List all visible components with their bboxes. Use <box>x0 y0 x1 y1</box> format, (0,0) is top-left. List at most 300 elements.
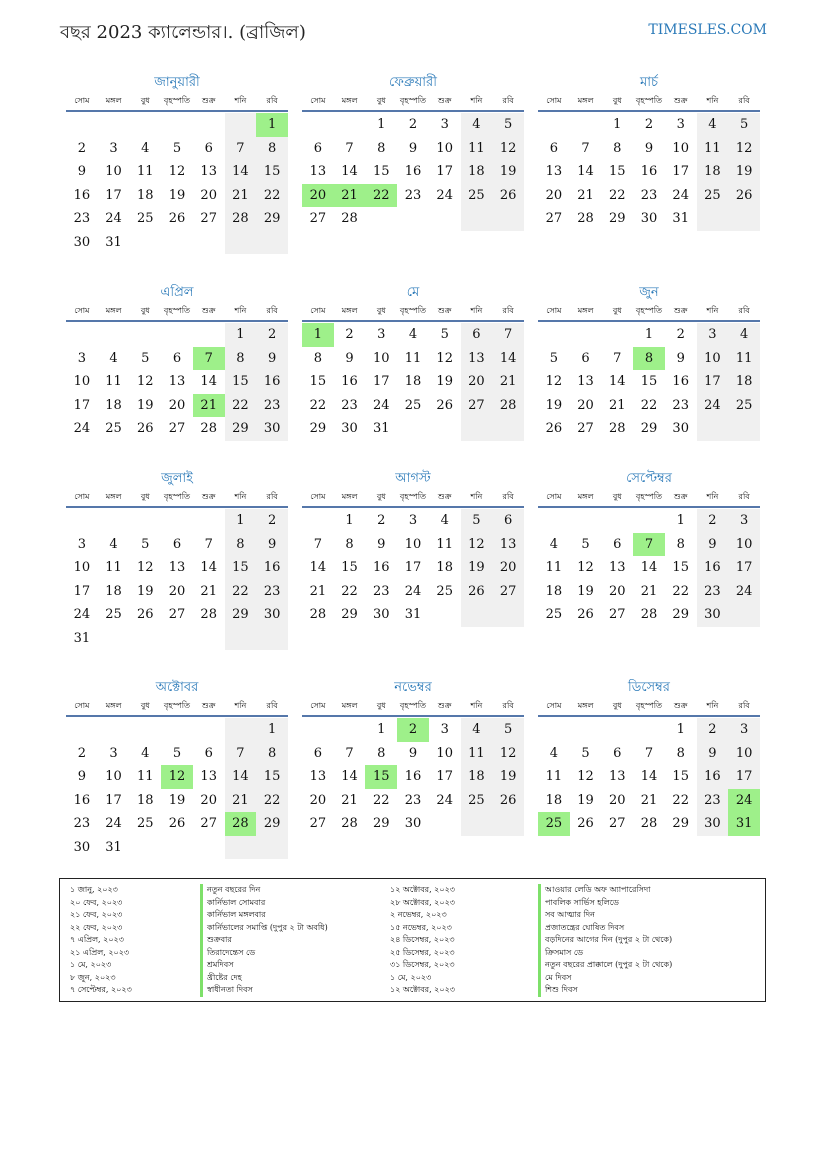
day-cell[interactable]: 24 <box>105 816 122 831</box>
day-cell[interactable]: 27 <box>461 394 493 418</box>
day-cell[interactable]: 1 <box>225 323 257 347</box>
day-cell[interactable]: 23 <box>341 397 358 413</box>
day-cell[interactable]: 3 <box>408 513 418 528</box>
day-cell[interactable]: 4 <box>141 140 150 156</box>
day-cell[interactable]: 15 <box>256 160 288 184</box>
day-cell[interactable]: 27 <box>577 421 594 436</box>
day-cell[interactable]: 18 <box>461 160 493 184</box>
day-cell[interactable]: 19 <box>168 187 186 203</box>
day-cell[interactable]: 1 <box>345 513 354 528</box>
day-cell[interactable]: 29 <box>609 211 626 226</box>
day-cell[interactable]: 26 <box>461 580 493 604</box>
day-cell[interactable]: 18 <box>404 374 422 389</box>
day-cell[interactable]: 16 <box>256 556 288 580</box>
day-cell[interactable]: 8 <box>633 347 665 371</box>
day-cell[interactable]: 26 <box>728 184 760 208</box>
day-cell[interactable]: 15 <box>309 374 327 389</box>
day-cell[interactable]: 29 <box>309 421 327 436</box>
day-cell[interactable]: 22 <box>309 397 327 413</box>
day-cell[interactable]: 26 <box>168 211 186 226</box>
day-cell[interactable]: 6 <box>613 536 622 552</box>
day-cell[interactable]: 29 <box>373 816 390 831</box>
day-cell[interactable]: 17 <box>697 370 729 394</box>
day-cell[interactable]: 23 <box>697 789 729 813</box>
day-cell[interactable]: 11 <box>137 769 154 784</box>
day-cell[interactable]: 11 <box>105 560 122 575</box>
day-cell[interactable]: 23 <box>73 211 91 226</box>
day-cell[interactable]: 12 <box>168 164 186 179</box>
day-cell[interactable]: 17 <box>436 164 453 179</box>
day-cell[interactable]: 25 <box>105 421 122 436</box>
day-cell[interactable]: 16 <box>73 187 91 203</box>
day-cell[interactable]: 30 <box>256 603 288 627</box>
day-cell[interactable]: 28 <box>200 607 217 622</box>
day-cell[interactable]: 26 <box>168 816 186 831</box>
day-cell[interactable]: 27 <box>200 816 217 831</box>
day-cell[interactable]: 8 <box>377 140 386 156</box>
day-cell[interactable]: 2 <box>676 327 685 342</box>
day-cell[interactable]: 26 <box>137 421 154 436</box>
day-cell[interactable]: 31 <box>105 839 122 855</box>
day-cell[interactable]: 30 <box>697 603 729 627</box>
day-cell[interactable]: 18 <box>697 160 729 184</box>
day-cell[interactable]: 3 <box>109 140 118 156</box>
day-cell[interactable]: 19 <box>137 583 154 599</box>
day-cell[interactable]: 27 <box>168 421 186 436</box>
day-cell[interactable]: 15 <box>609 164 626 179</box>
day-cell[interactable]: 6 <box>313 745 322 761</box>
day-cell[interactable]: 10 <box>373 350 390 366</box>
day-cell[interactable]: 13 <box>200 769 217 784</box>
day-cell[interactable]: 27 <box>609 607 626 622</box>
day-cell[interactable]: 14 <box>309 560 327 575</box>
day-cell[interactable]: 20 <box>168 397 186 413</box>
day-cell[interactable]: 13 <box>168 374 186 389</box>
day-cell[interactable]: 17 <box>728 765 760 789</box>
day-cell[interactable]: 10 <box>73 560 91 575</box>
day-cell[interactable]: 21 <box>225 789 257 813</box>
day-cell[interactable]: 7 <box>345 745 354 761</box>
day-cell[interactable]: 27 <box>609 816 626 831</box>
day-cell[interactable]: 4 <box>141 745 150 761</box>
day-cell[interactable]: 9 <box>77 769 86 784</box>
day-cell[interactable]: 26 <box>492 789 524 813</box>
day-cell[interactable]: 19 <box>492 765 524 789</box>
day-cell[interactable]: 27 <box>309 816 327 831</box>
day-cell[interactable]: 1 <box>676 513 685 528</box>
day-cell[interactable]: 12 <box>161 765 193 789</box>
day-cell[interactable]: 22 <box>256 789 288 813</box>
day-cell[interactable]: 19 <box>461 556 493 580</box>
day-cell[interactable]: 31 <box>672 211 689 226</box>
day-cell[interactable]: 22 <box>640 397 658 413</box>
day-cell[interactable]: 29 <box>256 812 288 836</box>
day-cell[interactable]: 19 <box>492 160 524 184</box>
day-cell[interactable]: 29 <box>225 417 257 441</box>
day-cell[interactable]: 31 <box>404 607 422 622</box>
day-cell[interactable]: 22 <box>225 394 257 418</box>
day-cell[interactable]: 21 <box>200 583 217 599</box>
day-cell[interactable]: 3 <box>697 323 729 347</box>
day-cell[interactable]: 28 <box>640 816 658 831</box>
day-cell[interactable]: 3 <box>440 722 449 737</box>
day-cell[interactable]: 20 <box>609 792 626 808</box>
day-cell[interactable]: 12 <box>577 560 594 575</box>
day-cell[interactable]: 16 <box>640 164 658 179</box>
day-cell[interactable]: 29 <box>225 603 257 627</box>
day-cell[interactable]: 9 <box>697 533 729 557</box>
day-cell[interactable]: 26 <box>436 397 453 413</box>
day-cell[interactable]: 25 <box>436 583 453 599</box>
day-cell[interactable]: 17 <box>73 583 91 599</box>
day-cell[interactable]: 20 <box>302 184 334 208</box>
day-cell[interactable]: 24 <box>105 211 122 226</box>
day-cell[interactable]: 1 <box>644 327 654 342</box>
day-cell[interactable]: 16 <box>341 374 358 389</box>
day-cell[interactable]: 1 <box>377 117 386 132</box>
day-cell[interactable]: 15 <box>225 556 257 580</box>
day-cell[interactable]: 30 <box>256 417 288 441</box>
day-cell[interactable]: 9 <box>408 140 418 156</box>
day-cell[interactable]: 8 <box>256 137 288 161</box>
day-cell[interactable]: 15 <box>373 164 390 179</box>
day-cell[interactable]: 24 <box>73 607 91 622</box>
day-cell[interactable]: 30 <box>341 421 358 436</box>
day-cell[interactable]: 21 <box>193 394 225 418</box>
day-cell[interactable]: 30 <box>672 421 689 436</box>
day-cell[interactable]: 17 <box>105 187 122 203</box>
day-cell[interactable]: 6 <box>313 140 322 156</box>
day-cell[interactable]: 12 <box>137 560 154 575</box>
day-cell[interactable]: 12 <box>545 374 563 389</box>
day-cell[interactable]: 6 <box>492 509 524 533</box>
day-cell[interactable]: 3 <box>77 350 86 366</box>
day-cell[interactable]: 22 <box>341 583 358 599</box>
day-cell[interactable]: 12 <box>492 742 524 766</box>
day-cell[interactable]: 11 <box>545 769 563 784</box>
day-cell[interactable]: 11 <box>404 350 422 366</box>
day-cell[interactable]: 7 <box>613 350 622 366</box>
day-cell[interactable]: 19 <box>577 792 594 808</box>
day-cell[interactable]: 4 <box>109 536 118 552</box>
day-cell[interactable]: 8 <box>676 536 685 552</box>
day-cell[interactable]: 23 <box>73 816 91 831</box>
day-cell[interactable]: 5 <box>172 140 182 156</box>
day-cell[interactable]: 20 <box>200 187 217 203</box>
day-cell[interactable]: 12 <box>728 137 760 161</box>
day-cell[interactable]: 17 <box>436 769 453 784</box>
day-cell[interactable]: 24 <box>404 583 422 599</box>
day-cell[interactable]: 19 <box>137 397 154 413</box>
day-cell[interactable]: 22 <box>256 184 288 208</box>
day-cell[interactable]: 19 <box>436 374 453 389</box>
day-cell[interactable]: 30 <box>73 234 91 250</box>
day-cell[interactable]: 6 <box>461 323 493 347</box>
day-cell[interactable]: 29 <box>640 421 658 436</box>
day-cell[interactable]: 23 <box>404 187 422 203</box>
day-cell[interactable]: 5 <box>461 509 493 533</box>
day-cell[interactable]: 30 <box>73 839 91 855</box>
day-cell[interactable]: 11 <box>137 164 154 179</box>
day-cell[interactable]: 5 <box>728 113 760 137</box>
day-cell[interactable]: 5 <box>549 350 558 366</box>
day-cell[interactable]: 8 <box>345 536 354 552</box>
day-cell[interactable]: 1 <box>613 117 622 132</box>
day-cell[interactable]: 19 <box>545 397 563 413</box>
day-cell[interactable]: 25 <box>728 394 760 418</box>
day-cell[interactable]: 24 <box>728 789 760 813</box>
day-cell[interactable]: 16 <box>373 560 390 575</box>
day-cell[interactable]: 27 <box>309 211 327 226</box>
day-cell[interactable]: 31 <box>728 812 760 836</box>
day-cell[interactable]: 6 <box>613 745 622 761</box>
day-cell[interactable]: 2 <box>397 718 429 742</box>
day-cell[interactable]: 16 <box>697 556 729 580</box>
day-cell[interactable]: 23 <box>373 583 390 599</box>
day-cell[interactable]: 7 <box>633 533 665 557</box>
day-cell[interactable]: 21 <box>309 583 327 599</box>
day-cell[interactable]: 29 <box>672 607 689 622</box>
day-cell[interactable]: 4 <box>408 327 418 342</box>
day-cell[interactable]: 18 <box>137 792 154 808</box>
day-cell[interactable]: 17 <box>105 792 122 808</box>
day-cell[interactable]: 28 <box>577 211 594 226</box>
day-cell[interactable]: 10 <box>672 140 689 156</box>
day-cell[interactable]: 14 <box>341 164 358 179</box>
day-cell[interactable]: 9 <box>697 742 729 766</box>
day-cell[interactable]: 5 <box>492 718 524 742</box>
day-cell[interactable]: 3 <box>109 745 118 761</box>
day-cell[interactable]: 15 <box>341 560 358 575</box>
day-cell[interactable]: 2 <box>256 509 288 533</box>
day-cell[interactable]: 16 <box>73 792 91 808</box>
day-cell[interactable]: 13 <box>609 560 626 575</box>
day-cell[interactable]: 4 <box>697 113 729 137</box>
day-cell[interactable]: 5 <box>141 350 150 366</box>
day-cell[interactable]: 24 <box>728 580 760 604</box>
day-cell[interactable]: 14 <box>640 769 658 784</box>
day-cell[interactable]: 30 <box>697 812 729 836</box>
day-cell[interactable]: 28 <box>609 421 626 436</box>
day-cell[interactable]: 12 <box>577 769 594 784</box>
day-cell[interactable]: 10 <box>697 347 729 371</box>
day-cell[interactable]: 3 <box>77 536 86 552</box>
day-cell[interactable]: 20 <box>461 370 493 394</box>
day-cell[interactable]: 20 <box>609 583 626 599</box>
day-cell[interactable]: 27 <box>200 211 217 226</box>
day-cell[interactable]: 20 <box>492 556 524 580</box>
day-cell[interactable]: 14 <box>225 160 257 184</box>
day-cell[interactable]: 21 <box>640 583 658 599</box>
day-cell[interactable]: 6 <box>204 745 213 761</box>
day-cell[interactable]: 11 <box>461 137 493 161</box>
day-cell[interactable]: 14 <box>200 374 217 389</box>
day-cell[interactable]: 16 <box>404 164 422 179</box>
day-cell[interactable]: 24 <box>73 421 91 436</box>
day-cell[interactable]: 7 <box>225 137 257 161</box>
day-cell[interactable]: 15 <box>672 769 689 784</box>
day-cell[interactable]: 18 <box>105 583 122 599</box>
day-cell[interactable]: 7 <box>492 323 524 347</box>
day-cell[interactable]: 14 <box>200 560 217 575</box>
day-cell[interactable]: 19 <box>577 583 594 599</box>
day-cell[interactable]: 28 <box>492 394 524 418</box>
day-cell[interactable]: 21 <box>341 792 358 808</box>
day-cell[interactable]: 12 <box>492 137 524 161</box>
day-cell[interactable]: 3 <box>728 509 760 533</box>
day-cell[interactable]: 4 <box>440 513 449 528</box>
day-cell[interactable]: 1 <box>225 509 257 533</box>
day-cell[interactable]: 25 <box>137 816 154 831</box>
day-cell[interactable]: 27 <box>168 607 186 622</box>
day-cell[interactable]: 23 <box>256 394 288 418</box>
day-cell[interactable]: 25 <box>105 607 122 622</box>
day-cell[interactable]: 25 <box>137 211 154 226</box>
day-cell[interactable]: 9 <box>256 347 288 371</box>
day-cell[interactable]: 18 <box>728 370 760 394</box>
day-cell[interactable]: 25 <box>545 607 563 622</box>
day-cell[interactable]: 13 <box>577 374 594 389</box>
day-cell[interactable]: 18 <box>105 397 122 413</box>
day-cell[interactable]: 8 <box>256 742 288 766</box>
day-cell[interactable]: 1 <box>676 722 685 737</box>
day-cell[interactable]: 18 <box>436 560 453 575</box>
day-cell[interactable]: 20 <box>577 397 594 413</box>
day-cell[interactable]: 14 <box>225 765 257 789</box>
day-cell[interactable]: 12 <box>436 350 453 366</box>
day-cell[interactable]: 22 <box>225 580 257 604</box>
day-cell[interactable]: 29 <box>256 207 288 231</box>
day-cell[interactable]: 11 <box>461 742 493 766</box>
day-cell[interactable]: 3 <box>440 117 449 132</box>
day-cell[interactable]: 15 <box>640 374 658 389</box>
day-cell[interactable]: 14 <box>609 374 626 389</box>
day-cell[interactable]: 18 <box>545 792 563 808</box>
day-cell[interactable]: 23 <box>672 397 689 413</box>
day-cell[interactable]: 13 <box>309 769 327 784</box>
day-cell[interactable]: 10 <box>105 769 122 784</box>
day-cell[interactable]: 27 <box>492 580 524 604</box>
day-cell[interactable]: 15 <box>672 560 689 575</box>
day-cell[interactable]: 12 <box>137 374 154 389</box>
day-cell[interactable]: 21 <box>334 184 366 208</box>
day-cell[interactable]: 18 <box>137 187 154 203</box>
day-cell[interactable]: 5 <box>141 536 150 552</box>
day-cell[interactable]: 25 <box>697 184 729 208</box>
day-cell[interactable]: 2 <box>256 323 288 347</box>
day-cell[interactable]: 13 <box>545 164 563 179</box>
day-cell[interactable]: 13 <box>168 560 186 575</box>
day-cell[interactable]: 25 <box>538 812 570 836</box>
day-cell[interactable]: 28 <box>225 207 257 231</box>
day-cell[interactable]: 20 <box>200 792 217 808</box>
day-cell[interactable]: 22 <box>609 187 626 203</box>
day-cell[interactable]: 23 <box>640 187 658 203</box>
day-cell[interactable]: 8 <box>225 347 257 371</box>
day-cell[interactable]: 3 <box>377 327 386 342</box>
day-cell[interactable]: 2 <box>408 117 418 132</box>
day-cell[interactable]: 6 <box>172 350 182 366</box>
day-cell[interactable]: 1 <box>302 323 334 347</box>
day-cell[interactable]: 7 <box>581 140 590 156</box>
day-cell[interactable]: 10 <box>404 536 422 552</box>
day-cell[interactable]: 2 <box>77 140 86 156</box>
day-cell[interactable]: 7 <box>644 745 654 761</box>
day-cell[interactable]: 16 <box>256 370 288 394</box>
day-cell[interactable]: 15 <box>225 370 257 394</box>
day-cell[interactable]: 29 <box>341 607 358 622</box>
day-cell[interactable]: 25 <box>404 397 422 413</box>
day-cell[interactable]: 8 <box>225 533 257 557</box>
day-cell[interactable]: 7 <box>345 140 354 156</box>
day-cell[interactable]: 21 <box>492 370 524 394</box>
day-cell[interactable]: 24 <box>436 792 453 808</box>
day-cell[interactable]: 6 <box>204 140 213 156</box>
day-cell[interactable]: 6 <box>581 350 590 366</box>
day-cell[interactable]: 13 <box>309 164 327 179</box>
day-cell[interactable]: 22 <box>365 184 397 208</box>
day-cell[interactable]: 26 <box>577 816 594 831</box>
day-cell[interactable]: 10 <box>73 374 91 389</box>
day-cell[interactable]: 30 <box>373 607 390 622</box>
day-cell[interactable]: 21 <box>640 792 658 808</box>
day-cell[interactable]: 10 <box>728 742 760 766</box>
day-cell[interactable]: 22 <box>672 792 689 808</box>
day-cell[interactable]: 2 <box>345 327 354 342</box>
day-cell[interactable]: 11 <box>105 374 122 389</box>
day-cell[interactable]: 23 <box>256 580 288 604</box>
day-cell[interactable]: 24 <box>436 187 453 203</box>
day-cell[interactable]: 31 <box>105 234 122 250</box>
day-cell[interactable]: 5 <box>581 536 590 552</box>
day-cell[interactable]: 5 <box>172 745 182 761</box>
day-cell[interactable]: 14 <box>341 769 358 784</box>
day-cell[interactable]: 25 <box>461 789 493 813</box>
day-cell[interactable]: 17 <box>672 164 689 179</box>
day-cell[interactable]: 21 <box>609 397 626 413</box>
day-cell[interactable]: 4 <box>549 536 558 552</box>
day-cell[interactable]: 4 <box>109 350 118 366</box>
day-cell[interactable]: 22 <box>672 583 689 599</box>
day-cell[interactable]: 8 <box>613 140 622 156</box>
day-cell[interactable]: 6 <box>549 140 558 156</box>
day-cell[interactable]: 13 <box>200 164 217 179</box>
site-link[interactable]: TIMESLES.COM <box>648 22 767 38</box>
day-cell[interactable]: 9 <box>644 140 654 156</box>
day-cell[interactable]: 26 <box>545 421 563 436</box>
day-cell[interactable]: 28 <box>225 812 257 836</box>
day-cell[interactable]: 31 <box>373 421 390 436</box>
day-cell[interactable]: 11 <box>697 137 729 161</box>
day-cell[interactable]: 8 <box>313 350 322 366</box>
day-cell[interactable]: 15 <box>256 765 288 789</box>
day-cell[interactable]: 22 <box>373 792 390 808</box>
day-cell[interactable]: 30 <box>404 816 422 831</box>
day-cell[interactable]: 7 <box>193 347 225 371</box>
day-cell[interactable]: 20 <box>309 792 327 808</box>
day-cell[interactable]: 19 <box>728 160 760 184</box>
day-cell[interactable]: 2 <box>644 117 654 132</box>
day-cell[interactable]: 5 <box>440 327 449 342</box>
day-cell[interactable]: 1 <box>256 718 288 742</box>
day-cell[interactable]: 7 <box>313 536 322 552</box>
day-cell[interactable]: 21 <box>577 187 594 203</box>
day-cell[interactable]: 10 <box>728 533 760 557</box>
day-cell[interactable]: 9 <box>676 350 685 366</box>
day-cell[interactable]: 15 <box>365 765 397 789</box>
day-cell[interactable]: 26 <box>577 607 594 622</box>
day-cell[interactable]: 26 <box>492 184 524 208</box>
